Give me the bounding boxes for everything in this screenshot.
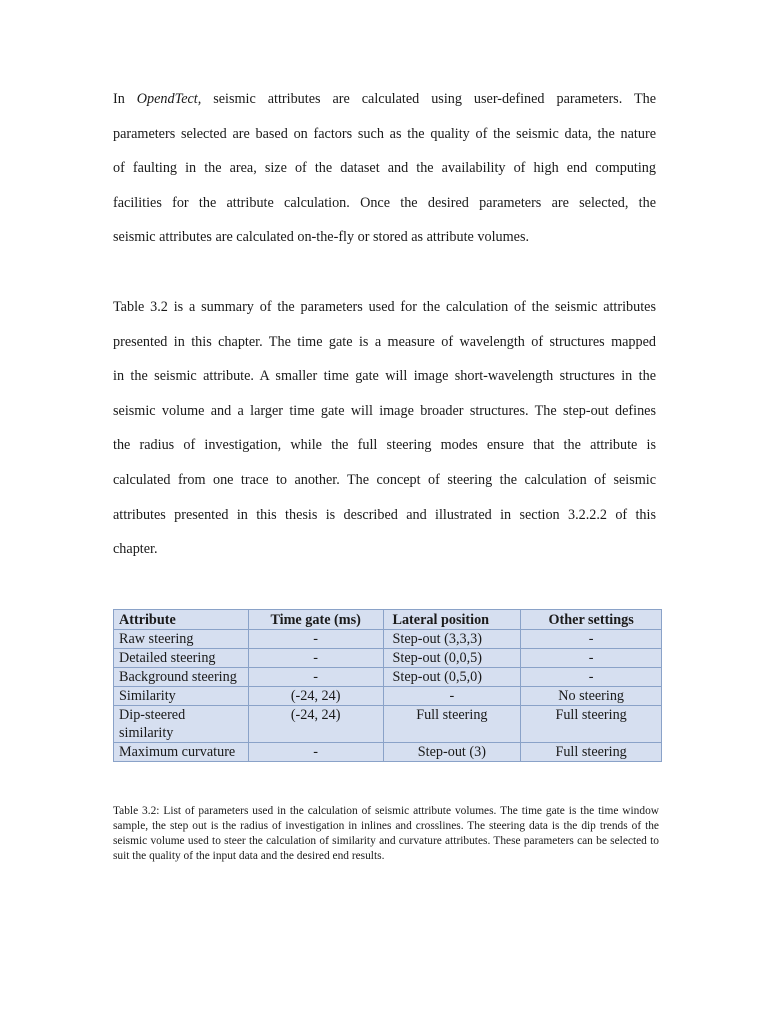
- cell-attribute: Detailed steering: [114, 649, 249, 668]
- paragraph-line: the radius of investigation, while the full steering modes ensure that the attribute is: [113, 437, 656, 454]
- cell-other-settings: Full steering: [521, 706, 662, 743]
- cell-time-gate: -: [248, 649, 383, 668]
- paragraph-line: in the seismic attribute. A smaller time gate will image short-wavelength structures in the: [113, 368, 656, 385]
- table-row: [114, 630, 662, 649]
- header-time-gate: Time gate (ms): [248, 610, 383, 630]
- header-attribute: Attribute: [114, 610, 249, 630]
- paragraph-line: attributes presented in this thesis is described and illustrated in section 3.2.2.2 of this: [113, 506, 656, 523]
- paragraph-line: In OpendTect, seismic attributes are calculated using user-defined parameters. The: [113, 91, 656, 107]
- cell-time-gate: -: [248, 743, 383, 762]
- paragraph-line: facilities for the attribute calculation. Once the desired parameters are selected, the: [113, 194, 656, 211]
- paragraph-line: seismic volume and a larger time gate will image broader structures. The step-out defines: [113, 402, 656, 419]
- cell-attribute: Similarity: [114, 687, 249, 706]
- paragraph-line: parameters selected are based on factors such as the quality of the seismic data, the nature: [113, 125, 656, 142]
- cell-lateral-position: -: [383, 687, 521, 706]
- table-header-row: [114, 610, 662, 630]
- cell-lateral-position: Step-out (0,0,5): [383, 649, 521, 668]
- cell-lateral-position: Full steering: [383, 706, 521, 743]
- table-row: [114, 706, 662, 743]
- cell-attribute: Raw steering: [114, 630, 249, 649]
- paragraph-line: seismic attributes are calculated on-the-fly or stored as attribute volumes.: [113, 229, 530, 246]
- cell-time-gate: (-24, 24): [248, 687, 383, 706]
- cell-time-gate: -: [248, 630, 383, 649]
- cell-other-settings: -: [521, 668, 662, 687]
- cell-time-gate: -: [248, 668, 383, 687]
- paragraph-line: chapter.: [113, 541, 158, 558]
- cell-attribute: Background steering: [114, 668, 249, 687]
- paragraph-line: presented in this chapter. The time gate is a measure of wavelength of structures mapped: [113, 333, 656, 350]
- cell-time-gate: (-24, 24): [248, 706, 383, 743]
- table-row: [114, 649, 662, 668]
- cell-other-settings: -: [521, 649, 662, 668]
- paragraph-line: Table 3.2 is a summary of the parameters used for the calculation of the seismic attributes: [113, 299, 656, 315]
- table-row: [114, 668, 662, 687]
- cell-attribute: Maximum curvature: [114, 743, 249, 762]
- paragraph-line: calculated from one trace to another. The concept of steering the calculation of seismic: [113, 471, 656, 488]
- table-row: [114, 687, 662, 706]
- parameters-table: [113, 609, 662, 762]
- header-other-settings: Other settings: [521, 610, 662, 630]
- cell-other-settings: -: [521, 630, 662, 649]
- cell-other-settings: No steering: [521, 687, 662, 706]
- cell-lateral-position: Step-out (3): [383, 743, 521, 762]
- cell-other-settings: Full steering: [521, 743, 662, 762]
- table-row: [114, 743, 662, 762]
- cell-lateral-position: Step-out (0,5,0): [383, 668, 521, 687]
- paragraph-table-summary: [113, 290, 656, 567]
- cell-attribute: Dip-steered similarity: [114, 706, 249, 743]
- software-name: OpendTect,: [136, 91, 202, 107]
- paragraph-line: of faulting in the area, size of the dataset and the availability of high end computing: [113, 160, 656, 177]
- paragraph-intro: [113, 82, 656, 255]
- cell-lateral-position: Step-out (3,3,3): [383, 630, 521, 649]
- header-lateral-position: Lateral position: [383, 610, 521, 630]
- table-caption: Table 3.2: List of parameters used in the calculation of seismic attribute volumes. The time gate is the time window sample, the step out is the radius of investigation in inlines and crosslines. The steering data is the dip trends of the seismic volume used to steer the calculation of similarity and curvature attributes. These parameters can be selected to suit the quality of the input data and the desired end results.: [113, 805, 659, 862]
